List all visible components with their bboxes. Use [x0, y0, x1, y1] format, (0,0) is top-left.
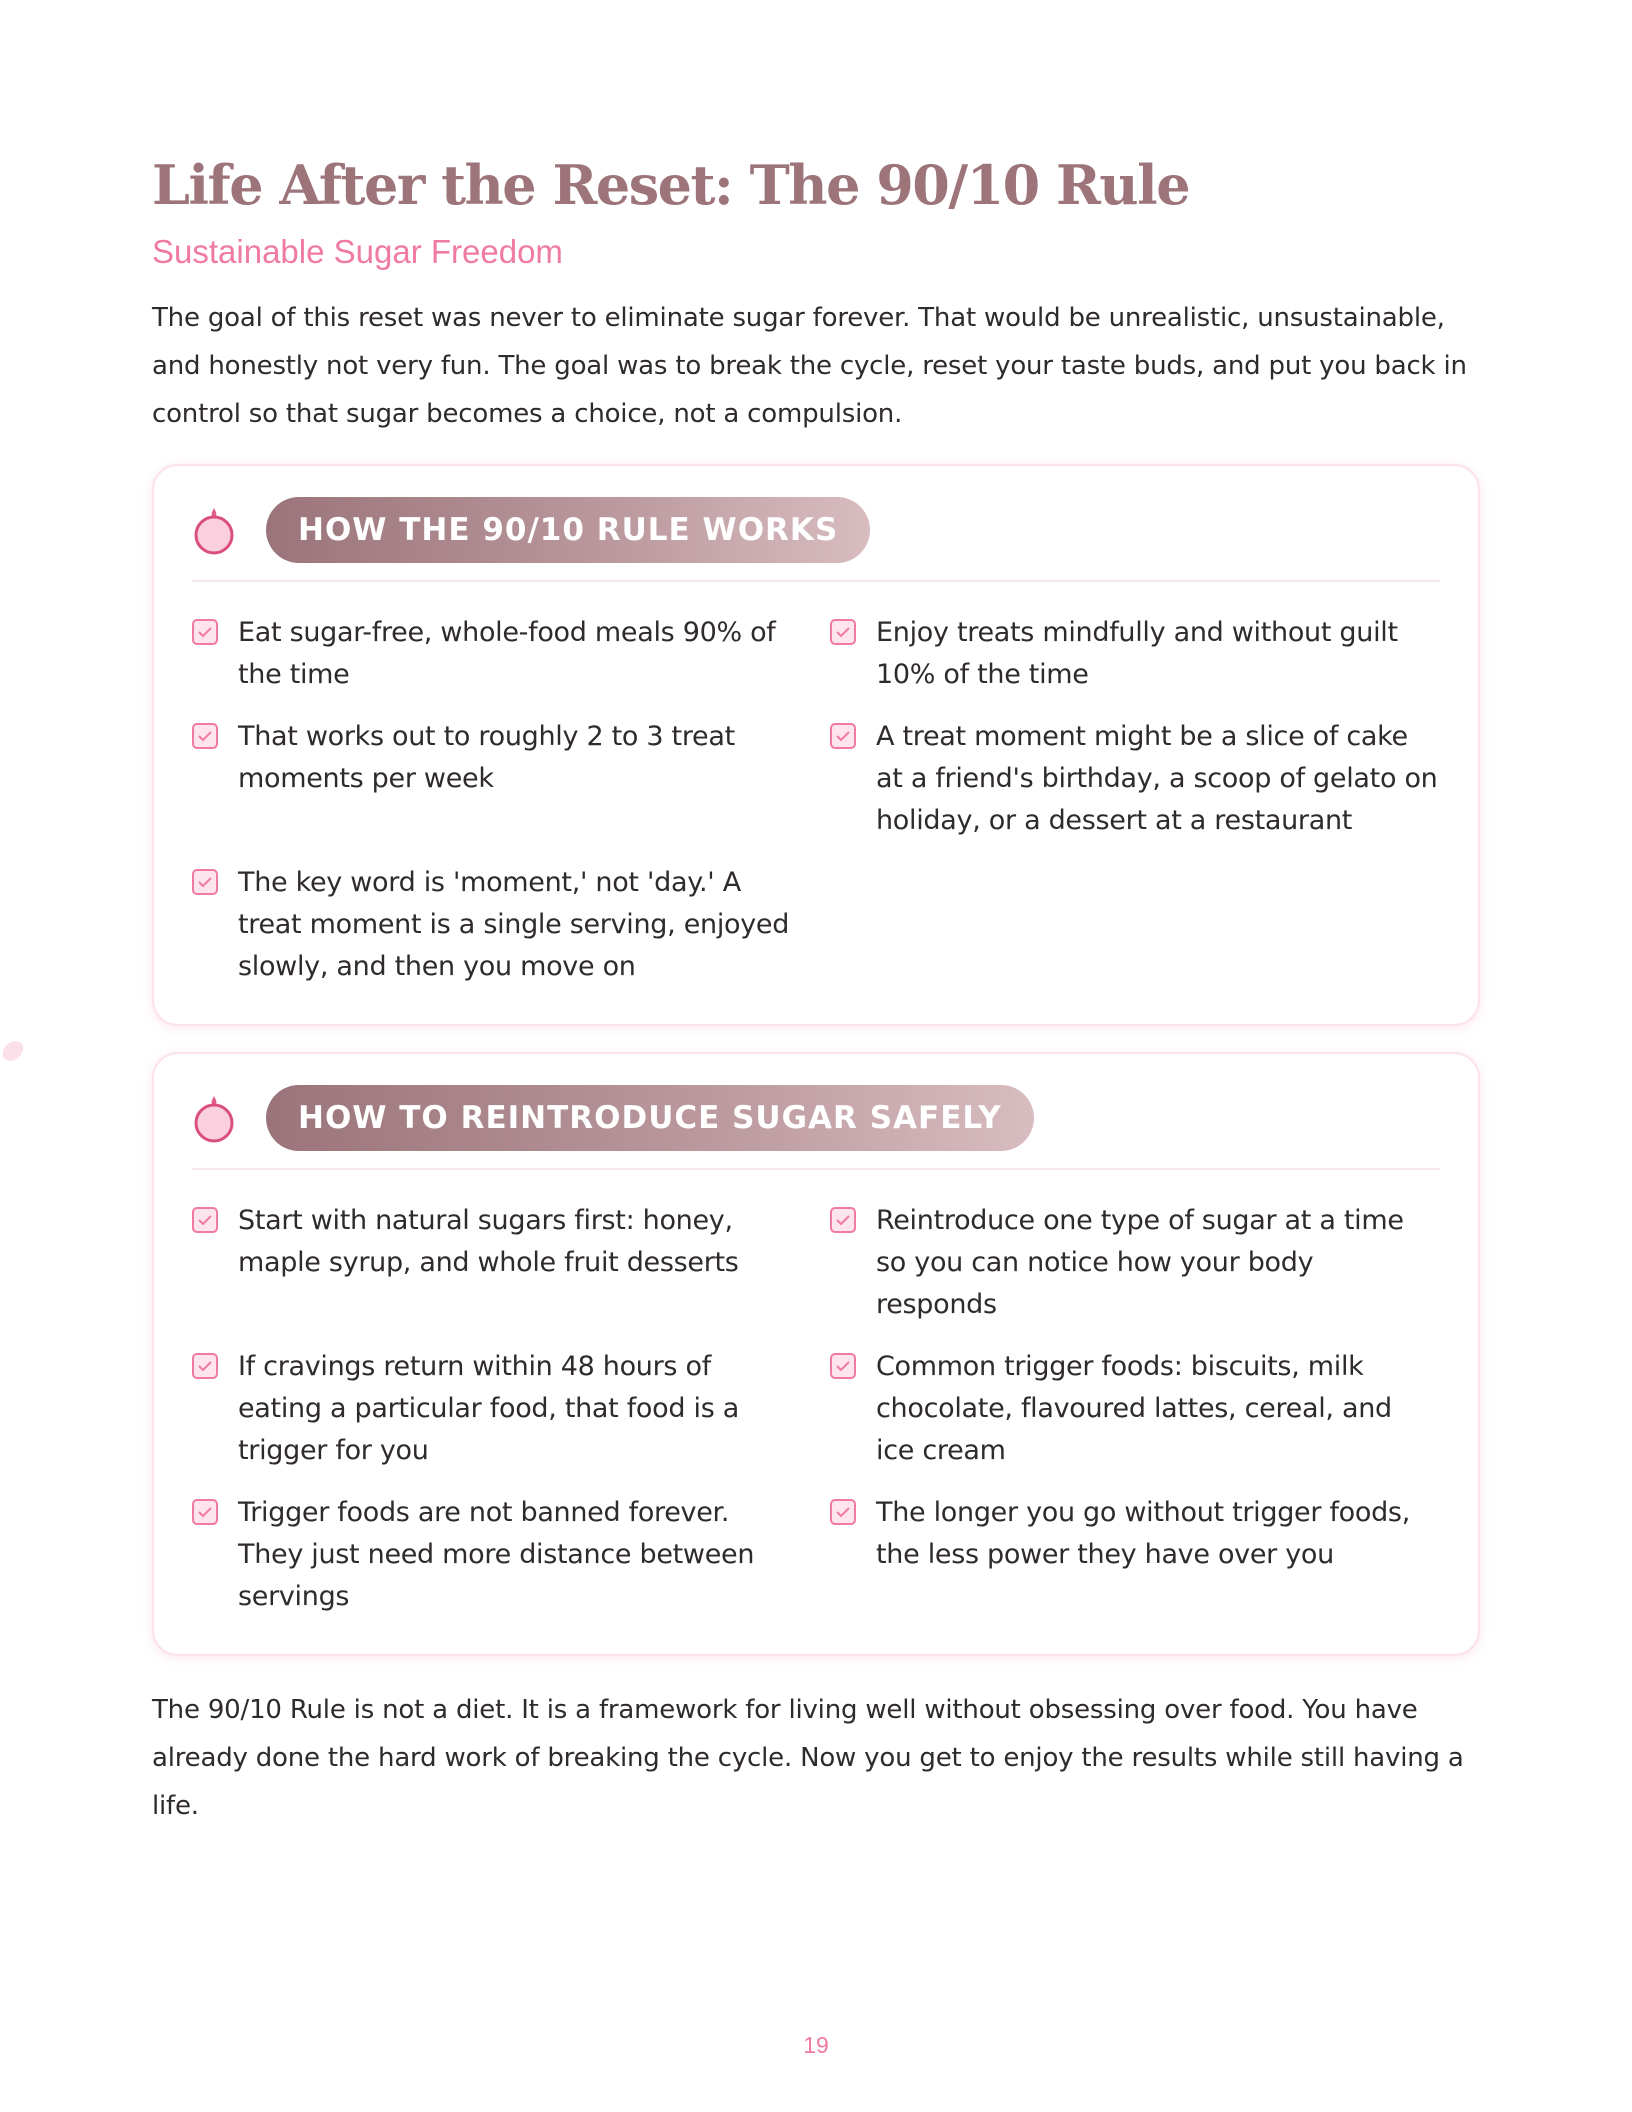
card-90-10-rule: [152, 464, 1480, 1026]
list-item-text: Enjoy treats mindfully and without guilt 10% of the time: [876, 617, 1398, 690]
checkbox-icon: [830, 1207, 856, 1233]
content-area: [152, 150, 1480, 1830]
divider: [192, 580, 1440, 582]
bulb-icon: [192, 504, 236, 556]
checkbox-icon: [192, 869, 218, 895]
page-title: Life After the Reset: The 90/10 Rule: [152, 153, 1190, 217]
divider: [192, 1168, 1440, 1170]
closing-paragraph: The 90/10 Rule is not a diet. It is a framework for living well without obsessing over food. You have already done the hard work of breaking the cycle. Now you get to enjoy the results while still having a life.: [152, 1695, 1464, 1821]
checkbox-icon: [830, 1499, 856, 1525]
card-heading: HOW TO REINTRODUCE SUGAR SAFELY: [266, 1085, 1034, 1151]
checkbox-icon: [830, 619, 856, 645]
page-number: 19: [803, 2032, 829, 2058]
list-item: [192, 862, 800, 988]
list-item: [830, 1200, 1438, 1326]
list-item-text: Reintroduce one type of sugar at a time so you can notice how your body responds: [876, 1205, 1404, 1320]
list-item-text: Eat sugar-free, whole-food meals 90% of the time: [238, 617, 776, 690]
checkbox-icon: [192, 723, 218, 749]
list-item: [830, 716, 1438, 842]
list-item-text: The key word is 'moment,' not 'day.' A treat moment is a single serving, enjoyed slowly, and then you move on: [238, 867, 790, 982]
list-item-text: Trigger foods are not banned forever. They just need more distance between servings: [238, 1497, 755, 1612]
checkbox-icon: [192, 1499, 218, 1525]
page-subtitle: Sustainable Sugar Freedom: [152, 233, 563, 270]
list-item: [192, 1492, 800, 1618]
checkbox-icon: [830, 1353, 856, 1379]
list-item: [192, 1200, 800, 1326]
checkbox-icon: [830, 723, 856, 749]
intro-paragraph: The goal of this reset was never to eliminate sugar forever. That would be unrealistic, unsustainable, and honestly not very fun. The goal was to break the cycle, reset your taste buds, and put you back in control so that sugar becomes a choice, not a compulsion.: [152, 303, 1467, 429]
list-item: [192, 716, 800, 842]
checkbox-icon: [192, 1207, 218, 1233]
list-item-text: Common trigger foods: biscuits, milk chocolate, flavoured lattes, cereal, and ice cream: [876, 1351, 1392, 1466]
list-item-text: Start with natural sugars first: honey, maple syrup, and whole fruit desserts: [238, 1205, 739, 1278]
list-item: [830, 612, 1438, 696]
list-item-text: The longer you go without trigger foods, the less power they have over you: [876, 1497, 1410, 1570]
card-reintroduce-sugar: [152, 1052, 1480, 1656]
petal-decoration: [0, 1037, 26, 1065]
list-item: [830, 1492, 1438, 1618]
list-item: [830, 1346, 1438, 1472]
list-item-text: If cravings return within 48 hours of eating a particular food, that food is a trigger for you: [238, 1351, 739, 1466]
checkbox-icon: [192, 619, 218, 645]
card-header: [192, 496, 1440, 564]
card-header: [192, 1084, 1440, 1152]
list-item-text: A treat moment might be a slice of cake at a friend's birthday, a scoop of gelato on holiday, or a dessert at a restaurant: [876, 721, 1438, 836]
checkbox-icon: [192, 1353, 218, 1379]
checklist: [192, 612, 1440, 988]
list-item-text: That works out to roughly 2 to 3 treat moments per week: [238, 721, 735, 794]
checklist: [192, 1200, 1440, 1618]
list-item: [192, 1346, 800, 1472]
bulb-icon: [192, 1092, 236, 1144]
card-heading: HOW THE 90/10 RULE WORKS: [266, 497, 870, 563]
list-item: [192, 612, 800, 696]
